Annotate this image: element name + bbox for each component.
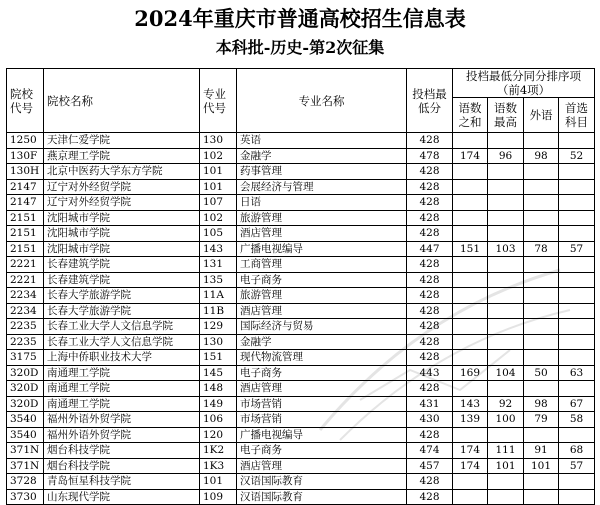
min-score-cell: 428 xyxy=(407,272,453,288)
math-high-cell xyxy=(488,381,524,397)
table-row xyxy=(7,458,595,474)
school-code-cell: 2235 xyxy=(7,319,44,335)
school-code-cell: 2221 xyxy=(7,272,44,288)
table-row xyxy=(7,148,595,164)
table-row xyxy=(7,474,595,490)
min-score-cell: 428 xyxy=(407,288,453,304)
chinese-math-cell: 143 xyxy=(453,396,488,412)
table-row xyxy=(7,489,595,505)
school-name-cell: 长春工业大学人文信息学院 xyxy=(44,319,200,335)
foreign-lang-cell xyxy=(524,288,559,304)
table-row xyxy=(7,241,595,257)
first-subject-cell xyxy=(559,179,595,195)
min-score-cell: 430 xyxy=(407,412,453,428)
major-name-cell: 电子商务 xyxy=(237,443,407,459)
first-subject-cell xyxy=(559,272,595,288)
major-name-cell: 广播电视编导 xyxy=(237,241,407,257)
table-row xyxy=(7,164,595,180)
major-name-cell: 旅游管理 xyxy=(237,288,407,304)
foreign-lang-cell: 91 xyxy=(524,443,559,459)
table-row xyxy=(7,365,595,381)
math-high-cell xyxy=(488,489,524,505)
school-code-cell: 2235 xyxy=(7,334,44,350)
major-name-cell: 电子商务 xyxy=(237,272,407,288)
foreign-lang-cell xyxy=(524,474,559,490)
school-code-cell: 2147 xyxy=(7,179,44,195)
first-subject-cell xyxy=(559,195,595,211)
school-name-cell: 辽宁对外经贸学院 xyxy=(44,179,200,195)
min-score-cell: 428 xyxy=(407,226,453,242)
foreign-lang-cell: 79 xyxy=(524,412,559,428)
chinese-math-cell xyxy=(453,226,488,242)
chinese-math-cell xyxy=(453,257,488,273)
min-score-cell: 428 xyxy=(407,381,453,397)
school-name-cell: 南通理工学院 xyxy=(44,365,200,381)
first-subject-cell xyxy=(559,133,595,149)
major-code-cell: 105 xyxy=(200,226,237,242)
table-row xyxy=(7,443,595,459)
school-name-cell: 南通理工学院 xyxy=(44,396,200,412)
school-code-cell: 320D xyxy=(7,396,44,412)
math-high-cell xyxy=(488,474,524,490)
chinese-math-cell xyxy=(453,381,488,397)
major-name-cell: 电子商务 xyxy=(237,365,407,381)
table-row xyxy=(7,334,595,350)
school-code-cell: 2151 xyxy=(7,241,44,257)
table-row xyxy=(7,288,595,304)
min-score-cell: 443 xyxy=(407,365,453,381)
school-name-cell: 北京中医药大学东方学院 xyxy=(44,164,200,180)
chinese-math-cell xyxy=(453,210,488,226)
math-high-cell xyxy=(488,427,524,443)
chinese-math-cell xyxy=(453,179,488,195)
school-code-cell: 3730 xyxy=(7,489,44,505)
major-code-cell: 130 xyxy=(200,334,237,350)
table-row xyxy=(7,257,595,273)
foreign-lang-cell: 50 xyxy=(524,365,559,381)
table-row xyxy=(7,381,595,397)
school-name-cell: 沈阳城市学院 xyxy=(44,210,200,226)
major-code-cell: 135 xyxy=(200,272,237,288)
major-code-cell: 102 xyxy=(200,148,237,164)
chinese-math-cell xyxy=(453,303,488,319)
first-subject-cell xyxy=(559,303,595,319)
header-foreign-lang: 外语 xyxy=(524,98,559,133)
first-subject-cell: 57 xyxy=(559,458,595,474)
math-high-cell xyxy=(488,195,524,211)
foreign-lang-cell: 101 xyxy=(524,458,559,474)
min-score-cell: 428 xyxy=(407,334,453,350)
school-code-cell: 3175 xyxy=(7,350,44,366)
table-row xyxy=(7,303,595,319)
math-high-cell: 96 xyxy=(488,148,524,164)
foreign-lang-cell xyxy=(524,195,559,211)
chinese-math-cell xyxy=(453,133,488,149)
chinese-math-cell xyxy=(453,489,488,505)
school-name-cell: 山东现代学院 xyxy=(44,489,200,505)
foreign-lang-cell xyxy=(524,210,559,226)
chinese-math-cell: 169 xyxy=(453,365,488,381)
min-score-cell: 478 xyxy=(407,148,453,164)
major-name-cell: 酒店管理 xyxy=(237,381,407,397)
school-name-cell: 福州外语外贸学院 xyxy=(44,427,200,443)
major-code-cell: 107 xyxy=(200,195,237,211)
table-row xyxy=(7,179,595,195)
chinese-math-cell: 174 xyxy=(453,458,488,474)
min-score-cell: 447 xyxy=(407,241,453,257)
first-subject-cell xyxy=(559,319,595,335)
chinese-math-cell xyxy=(453,319,488,335)
school-name-cell: 南通理工学院 xyxy=(44,381,200,397)
major-code-cell: 130 xyxy=(200,133,237,149)
table-row xyxy=(7,319,595,335)
school-name-cell: 长春工业大学人文信息学院 xyxy=(44,334,200,350)
table-row xyxy=(7,195,595,211)
math-high-cell xyxy=(488,210,524,226)
header-school-name: 院校名称 xyxy=(44,69,200,133)
school-name-cell: 长春大学旅游学院 xyxy=(44,288,200,304)
foreign-lang-cell xyxy=(524,303,559,319)
school-code-cell: 371N xyxy=(7,458,44,474)
math-high-cell xyxy=(488,257,524,273)
chinese-math-cell xyxy=(453,272,488,288)
chinese-math-cell: 151 xyxy=(453,241,488,257)
header-major-code: 专业代号 xyxy=(200,69,237,133)
foreign-lang-cell: 98 xyxy=(524,396,559,412)
major-name-cell: 酒店管理 xyxy=(237,226,407,242)
math-high-cell xyxy=(488,319,524,335)
foreign-lang-cell xyxy=(524,272,559,288)
foreign-lang-cell: 78 xyxy=(524,241,559,257)
first-subject-cell xyxy=(559,489,595,505)
table-row xyxy=(7,427,595,443)
major-code-cell: 11A xyxy=(200,288,237,304)
school-name-cell: 青岛恒星科技学院 xyxy=(44,474,200,490)
min-score-cell: 431 xyxy=(407,396,453,412)
first-subject-cell xyxy=(559,350,595,366)
foreign-lang-cell: 98 xyxy=(524,148,559,164)
min-score-cell: 457 xyxy=(407,458,453,474)
min-score-cell: 428 xyxy=(407,303,453,319)
math-high-cell xyxy=(488,350,524,366)
school-name-cell: 沈阳城市学院 xyxy=(44,241,200,257)
major-name-cell: 药事管理 xyxy=(237,164,407,180)
admission-table xyxy=(6,68,595,505)
major-name-cell: 酒店管理 xyxy=(237,303,407,319)
major-code-cell: 1K3 xyxy=(200,458,237,474)
school-code-cell: 2234 xyxy=(7,288,44,304)
school-code-cell: 130F xyxy=(7,148,44,164)
math-high-cell: 104 xyxy=(488,365,524,381)
table-row xyxy=(7,412,595,428)
major-name-cell: 广播电视编导 xyxy=(237,427,407,443)
first-subject-cell xyxy=(559,474,595,490)
school-code-cell: 371N xyxy=(7,443,44,459)
major-name-cell: 会展经济与管理 xyxy=(237,179,407,195)
major-name-cell: 现代物流管理 xyxy=(237,350,407,366)
chinese-math-cell xyxy=(453,427,488,443)
header-major-name: 专业名称 xyxy=(237,69,407,133)
math-high-cell xyxy=(488,334,524,350)
math-high-cell xyxy=(488,226,524,242)
min-score-cell: 474 xyxy=(407,443,453,459)
header-min-score: 投档最低分 xyxy=(407,69,453,133)
first-subject-cell: 63 xyxy=(559,365,595,381)
page-title: 2024年重庆市普通高校招生信息表 xyxy=(134,6,466,31)
header-school-code: 院校代号 xyxy=(7,69,44,133)
header-rank-group: 投档最低分同分排序项（前4项） xyxy=(453,69,595,98)
school-name-cell: 福州外语外贸学院 xyxy=(44,412,200,428)
chinese-math-cell xyxy=(453,195,488,211)
math-high-cell xyxy=(488,272,524,288)
major-code-cell: 129 xyxy=(200,319,237,335)
foreign-lang-cell xyxy=(524,164,559,180)
math-high-cell xyxy=(488,164,524,180)
school-code-cell: 2151 xyxy=(7,226,44,242)
school-code-cell: 3540 xyxy=(7,427,44,443)
school-name-cell: 烟台科技学院 xyxy=(44,443,200,459)
foreign-lang-cell xyxy=(524,334,559,350)
math-high-cell xyxy=(488,288,524,304)
school-name-cell: 燕京理工学院 xyxy=(44,148,200,164)
school-code-cell: 130H xyxy=(7,164,44,180)
foreign-lang-cell xyxy=(524,350,559,366)
school-name-cell: 长春建筑学院 xyxy=(44,257,200,273)
math-high-cell: 92 xyxy=(488,396,524,412)
school-name-cell: 天津仁爱学院 xyxy=(44,133,200,149)
major-code-cell: 149 xyxy=(200,396,237,412)
major-code-cell: 151 xyxy=(200,350,237,366)
major-name-cell: 汉语国际教育 xyxy=(237,474,407,490)
school-code-cell: 320D xyxy=(7,381,44,397)
min-score-cell: 428 xyxy=(407,474,453,490)
school-name-cell: 烟台科技学院 xyxy=(44,458,200,474)
first-subject-cell xyxy=(559,226,595,242)
major-code-cell: 131 xyxy=(200,257,237,273)
math-high-cell: 103 xyxy=(488,241,524,257)
first-subject-cell xyxy=(559,210,595,226)
chinese-math-cell xyxy=(453,350,488,366)
table-row xyxy=(7,272,595,288)
table-body xyxy=(7,133,595,505)
major-name-cell: 汉语国际教育 xyxy=(237,489,407,505)
first-subject-cell xyxy=(559,164,595,180)
first-subject-cell xyxy=(559,427,595,443)
school-code-cell: 2234 xyxy=(7,303,44,319)
foreign-lang-cell xyxy=(524,381,559,397)
table-row xyxy=(7,226,595,242)
major-code-cell: 106 xyxy=(200,412,237,428)
major-name-cell: 旅游管理 xyxy=(237,210,407,226)
min-score-cell: 428 xyxy=(407,257,453,273)
school-code-cell: 3728 xyxy=(7,474,44,490)
table-row xyxy=(7,210,595,226)
min-score-cell: 428 xyxy=(407,133,453,149)
chinese-math-cell: 139 xyxy=(453,412,488,428)
major-code-cell: 120 xyxy=(200,427,237,443)
chinese-math-cell xyxy=(453,474,488,490)
math-high-cell: 111 xyxy=(488,443,524,459)
foreign-lang-cell xyxy=(524,179,559,195)
table-row xyxy=(7,396,595,412)
min-score-cell: 428 xyxy=(407,350,453,366)
min-score-cell: 428 xyxy=(407,489,453,505)
major-name-cell: 酒店管理 xyxy=(237,458,407,474)
major-name-cell: 英语 xyxy=(237,133,407,149)
school-code-cell: 2151 xyxy=(7,210,44,226)
major-code-cell: 101 xyxy=(200,164,237,180)
min-score-cell: 428 xyxy=(407,195,453,211)
math-high-cell xyxy=(488,179,524,195)
header-chinese-math: 语数之和 xyxy=(453,98,488,133)
major-code-cell: 1K2 xyxy=(200,443,237,459)
major-code-cell: 11B xyxy=(200,303,237,319)
chinese-math-cell xyxy=(453,334,488,350)
major-code-cell: 101 xyxy=(200,179,237,195)
major-code-cell: 101 xyxy=(200,474,237,490)
min-score-cell: 428 xyxy=(407,427,453,443)
foreign-lang-cell xyxy=(524,226,559,242)
first-subject-cell: 57 xyxy=(559,241,595,257)
major-code-cell: 148 xyxy=(200,381,237,397)
major-name-cell: 市场营销 xyxy=(237,412,407,428)
min-score-cell: 428 xyxy=(407,164,453,180)
math-high-cell: 101 xyxy=(488,458,524,474)
major-code-cell: 143 xyxy=(200,241,237,257)
school-name-cell: 长春大学旅游学院 xyxy=(44,303,200,319)
first-subject-cell xyxy=(559,288,595,304)
foreign-lang-cell xyxy=(524,427,559,443)
major-code-cell: 145 xyxy=(200,365,237,381)
math-high-cell: 100 xyxy=(488,412,524,428)
first-subject-cell xyxy=(559,334,595,350)
min-score-cell: 428 xyxy=(407,319,453,335)
major-name-cell: 国际经济与贸易 xyxy=(237,319,407,335)
min-score-cell: 428 xyxy=(407,179,453,195)
school-code-cell: 320D xyxy=(7,365,44,381)
major-name-cell: 市场营销 xyxy=(237,396,407,412)
school-code-cell: 2147 xyxy=(7,195,44,211)
major-code-cell: 102 xyxy=(200,210,237,226)
school-name-cell: 上海中侨职业技术大学 xyxy=(44,350,200,366)
foreign-lang-cell xyxy=(524,319,559,335)
first-subject-cell: 52 xyxy=(559,148,595,164)
chinese-math-cell: 174 xyxy=(453,148,488,164)
chinese-math-cell xyxy=(453,288,488,304)
min-score-cell: 428 xyxy=(407,210,453,226)
first-subject-cell: 67 xyxy=(559,396,595,412)
foreign-lang-cell xyxy=(524,133,559,149)
major-name-cell: 工商管理 xyxy=(237,257,407,273)
first-subject-cell xyxy=(559,257,595,273)
chinese-math-cell: 174 xyxy=(453,443,488,459)
first-subject-cell: 58 xyxy=(559,412,595,428)
header-first-subject: 首选科目 xyxy=(559,98,595,133)
chinese-math-cell xyxy=(453,164,488,180)
math-high-cell xyxy=(488,303,524,319)
school-code-cell: 3540 xyxy=(7,412,44,428)
foreign-lang-cell xyxy=(524,257,559,273)
first-subject-cell: 68 xyxy=(559,443,595,459)
page-subtitle: 本科批-历史-第2次征集 xyxy=(215,38,385,57)
first-subject-cell xyxy=(559,381,595,397)
major-code-cell: 109 xyxy=(200,489,237,505)
school-code-cell: 1250 xyxy=(7,133,44,149)
major-name-cell: 金融学 xyxy=(237,334,407,350)
table-row xyxy=(7,133,595,149)
school-code-cell: 2221 xyxy=(7,257,44,273)
school-name-cell: 沈阳城市学院 xyxy=(44,226,200,242)
major-name-cell: 金融学 xyxy=(237,148,407,164)
major-name-cell: 日语 xyxy=(237,195,407,211)
math-high-cell xyxy=(488,133,524,149)
school-name-cell: 辽宁对外经贸学院 xyxy=(44,195,200,211)
header-math-high: 语数最高 xyxy=(488,98,524,133)
table-row xyxy=(7,350,595,366)
school-name-cell: 长春建筑学院 xyxy=(44,272,200,288)
foreign-lang-cell xyxy=(524,489,559,505)
